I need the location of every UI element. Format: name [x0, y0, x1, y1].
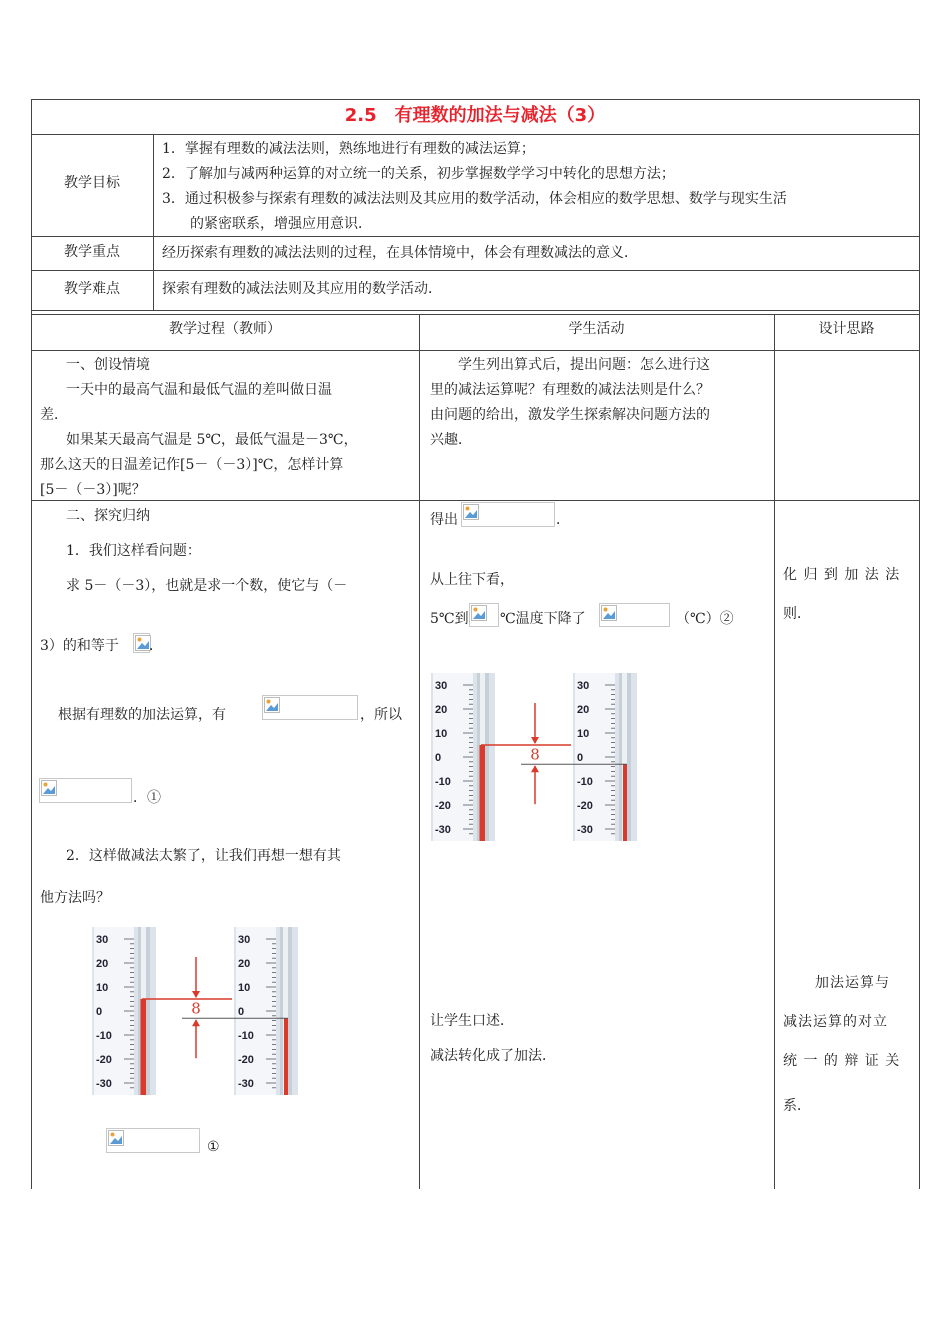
student-text: 由问题的给出，激发学生探索解决问题方法的: [430, 407, 710, 423]
tick-label: -10: [435, 776, 451, 788]
teacher-text: 如果某天最高气温是 5℃，最低气温是－3℃，: [66, 432, 358, 448]
tick-label: -30: [238, 1078, 254, 1090]
tick-label: -30: [435, 824, 451, 836]
rule: [31, 350, 919, 351]
difference-label: 8: [530, 745, 540, 764]
teacher-text: ，所以: [360, 707, 402, 723]
table-border-left: [31, 99, 32, 1189]
teacher-text: ①: [207, 1139, 220, 1155]
thermometer-right: [234, 927, 298, 1095]
formula-image: [106, 1128, 200, 1153]
key-point-text: 经历探索有理数的减法法则的过程，在具体情境中，体会有理数减法的意义．: [162, 245, 638, 261]
difficulty-label: 教学难点: [64, 281, 120, 297]
tick-label: -10: [577, 776, 593, 788]
rule: [31, 310, 919, 311]
formula-image: [461, 502, 555, 527]
rule: [31, 314, 919, 315]
tick-label: 10: [238, 982, 251, 994]
goal-item: 1．掌握有理数的减法法则，熟练地进行有理数的减法运算；: [162, 141, 535, 157]
thermometer-left: [92, 927, 156, 1095]
teacher-text: 求 5－（－3），也就是求一个数，使它与（－: [66, 578, 348, 594]
design-text: 系．: [783, 1098, 811, 1114]
tick-label: 20: [577, 704, 590, 716]
rule: [774, 314, 775, 1189]
rule: [419, 314, 420, 1189]
tick-label: 20: [435, 704, 448, 716]
difficulty-text: 探索有理数的减法法则及其应用的数学活动．: [162, 281, 442, 297]
mercury-column: [284, 1018, 288, 1095]
student-text: 让学生口述．: [430, 1013, 514, 1029]
student-text: （℃）②: [676, 611, 734, 627]
tick-label: -10: [96, 1030, 112, 1042]
rule: [31, 236, 919, 237]
student-text: ℃温度下降了: [500, 611, 586, 627]
teacher-text: ．: [149, 638, 163, 654]
teacher-text: 那么这天的日温差记作[5－（－3）]℃，怎样计算: [40, 457, 344, 473]
thermometer-right: [573, 673, 637, 841]
student-text: 从上往下看，: [430, 572, 514, 588]
formula-image: [469, 603, 499, 627]
tick-label: 10: [435, 728, 448, 740]
tick-label: -30: [577, 824, 593, 836]
formula-image: [599, 603, 670, 627]
tick-label: -20: [435, 800, 451, 812]
design-text: 则．: [783, 606, 811, 622]
tick-label: 30: [238, 934, 251, 946]
teacher-text: 1．我们这样看问题：: [66, 543, 201, 559]
design-text: 减法运算的对立: [783, 1014, 888, 1030]
key-point-label: 教学重点: [64, 244, 120, 260]
formula-image: [262, 695, 358, 720]
student-text: 里的减法运算呢？有理数的减法法则是什么？: [430, 382, 710, 398]
student-text: 得出: [430, 512, 458, 528]
section-heading: 二、探究归纳: [66, 508, 150, 524]
thermometer-figure: [92, 927, 302, 1095]
goal-item: 3．通过积极参与探索有理数的减法法则及其应用的数学活动，体会相应的数学思想、数学与现实生活: [162, 191, 787, 207]
tick-label: -10: [238, 1030, 254, 1042]
tick-label: -20: [577, 800, 593, 812]
tick-label: 0: [96, 1006, 103, 1018]
broken-image-icon: [133, 633, 150, 653]
teacher-text: 2．这样做减法太繁了，让我们再想一想有其: [66, 848, 341, 864]
tick-label: 20: [96, 958, 109, 970]
tick-label: 30: [577, 680, 590, 692]
teacher-text: 3）的和等于: [40, 638, 119, 654]
student-text: 减法转化成了加法．: [430, 1048, 556, 1064]
thermometer-figure: [431, 673, 641, 841]
goal-item: 2．了解加与减两种运算的对立统一的关系，初步掌握数学学习中转化的思想方法；: [162, 166, 675, 182]
design-text: 加法运算与: [815, 975, 890, 991]
tick-label: -20: [238, 1054, 254, 1066]
teacher-text: 根据有理数的加法运算，有: [58, 707, 226, 723]
column-header-student: 学生活动: [568, 321, 625, 337]
section-heading: 一、创设情境: [66, 357, 150, 373]
teacher-text: ．①: [133, 790, 161, 806]
tick-label: 0: [435, 752, 442, 764]
tick-label: -30: [96, 1078, 112, 1090]
student-text: 兴趣．: [430, 432, 472, 448]
teacher-text: 他方法吗？: [40, 890, 110, 906]
column-header-design: 设计思路: [818, 321, 875, 337]
teacher-text: [5－（－3）]呢？: [40, 482, 146, 498]
mercury-column: [623, 764, 627, 841]
teacher-text: 一天中的最高气温和最低气温的差叫做日温: [66, 382, 332, 398]
difference-label: 8: [191, 999, 201, 1018]
tick-label: 30: [435, 680, 448, 692]
design-text: 化 归 到 加 法 法: [783, 567, 901, 583]
student-text: 5℃到: [430, 611, 469, 627]
tick-label: -20: [96, 1054, 112, 1066]
rule: [31, 500, 919, 501]
goals-label: 教学目标: [64, 175, 120, 191]
thermometer-left: [431, 673, 495, 841]
column-header-teacher: 教学过程（教师）: [169, 321, 281, 337]
table-border-right: [919, 99, 920, 1189]
tick-label: 0: [238, 1006, 245, 1018]
student-text: ．: [556, 512, 570, 528]
tick-label: 20: [238, 958, 251, 970]
rule: [153, 134, 154, 310]
tick-label: 30: [96, 934, 109, 946]
student-text: 学生列出算式后，提出问题：怎么进行这: [458, 357, 710, 373]
teacher-text: 差．: [40, 407, 68, 423]
goal-item: 的紧密联系，增强应用意识．: [190, 216, 372, 232]
formula-image: [39, 778, 132, 803]
design-text: 统 一 的 辩 证 关: [783, 1053, 901, 1069]
tick-label: 10: [96, 982, 109, 994]
page-title: 2.5 有理数的加法与减法（3）: [344, 105, 606, 126]
rule: [31, 134, 919, 135]
tick-label: 10: [577, 728, 590, 740]
tick-label: 0: [577, 752, 584, 764]
rule: [31, 270, 919, 271]
